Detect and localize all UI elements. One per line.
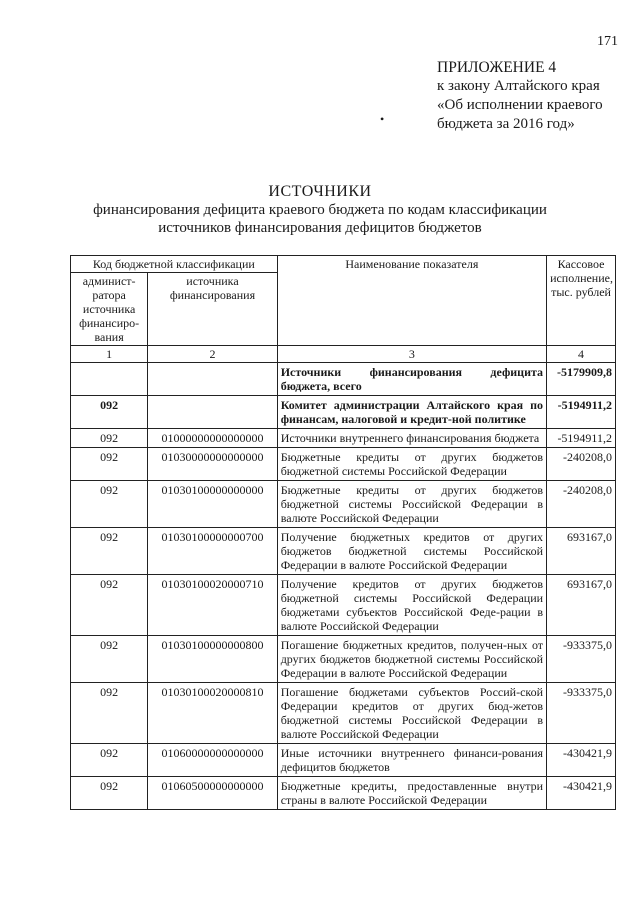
table-header-row (71, 256, 616, 273)
indicator-name-cell: Бюджетные кредиты от других бюджетов бюджетной системы Российской Федерации (277, 448, 546, 481)
indicator-name-cell: Получение кредитов от других бюджетов бюджетной системы Российской Федерации бюджетами субъектов Российской Феде-рации в валюте Российской Федерации (277, 575, 546, 636)
source-code-cell: 01030100020000710 (148, 575, 277, 636)
source-code-cell (148, 396, 277, 429)
document-title: ИСТОЧНИКИ (268, 183, 372, 200)
admin-code-cell: 092 (71, 636, 148, 683)
table-row (71, 481, 616, 528)
header-amount: Кассовое исполнение, тыс. рублей (547, 256, 616, 346)
admin-code-cell: 092 (71, 396, 148, 429)
appendix-block (437, 58, 603, 134)
table-row (71, 363, 616, 396)
column-number: 3 (277, 346, 546, 363)
admin-code-cell: 092 (71, 575, 148, 636)
stray-dot: • (380, 112, 385, 126)
document-subtitle: финансирования дефицита краевого бюджета по кодам классификации (93, 202, 547, 218)
admin-code-cell: 092 (71, 448, 148, 481)
source-code-cell: 01060500000000000 (148, 777, 277, 810)
indicator-name-cell: Погашение бюджетами субъектов Россий-ской Федерации кредитов от других бюд-жетов бюджетной системы Российской Федерации в валюте Российской Федерации (277, 683, 546, 744)
admin-code-cell: 092 (71, 528, 148, 575)
source-code-cell: 01060000000000000 (148, 744, 277, 777)
admin-code-cell: 092 (71, 777, 148, 810)
table-row (71, 396, 616, 429)
sources-table (70, 255, 616, 810)
indicator-name-cell: Бюджетные кредиты от других бюджетов бюджетной системы Российской Федерации в валюте Российской Федерации (277, 481, 546, 528)
amount-cell: -5194911,2 (547, 396, 616, 429)
amount-cell: 693167,0 (547, 528, 616, 575)
table-row (71, 636, 616, 683)
source-code-cell: 01030100020000810 (148, 683, 277, 744)
admin-code-cell: 092 (71, 481, 148, 528)
column-number-row (71, 346, 616, 363)
amount-cell: -430421,9 (547, 777, 616, 810)
document-subtitle: источников финансирования дефицитов бюджетов (158, 220, 482, 236)
table-row (71, 683, 616, 744)
column-number: 4 (547, 346, 616, 363)
table-body (71, 363, 616, 810)
amount-cell: -933375,0 (547, 636, 616, 683)
appendix-line: к закону Алтайского края (437, 78, 600, 94)
source-code-cell: 01030100000000000 (148, 481, 277, 528)
indicator-name-cell: Получение бюджетных кредитов от других бюджетов бюджетной системы Российской Федерации в валюте Российской Федерации (277, 528, 546, 575)
amount-cell: -933375,0 (547, 683, 616, 744)
amount-cell: -5194911,2 (547, 429, 616, 448)
source-code-cell: 01030100000000800 (148, 636, 277, 683)
table-row (71, 575, 616, 636)
table-row (71, 448, 616, 481)
header-source: источника финансирования (148, 273, 277, 346)
indicator-name-cell: Бюджетные кредиты, предоставленные внутри страны в валюте Российской Федерации (277, 777, 546, 810)
column-number: 1 (71, 346, 148, 363)
amount-cell: -5179909,8 (547, 363, 616, 396)
admin-code-cell: 092 (71, 429, 148, 448)
column-number: 2 (148, 346, 277, 363)
appendix-line: «Об исполнении краевого (437, 97, 603, 113)
header-code-group: Код бюджетной классификации (71, 256, 278, 273)
amount-cell: -240208,0 (547, 448, 616, 481)
appendix-line: бюджета за 2016 год» (437, 116, 575, 132)
source-code-cell (148, 363, 277, 396)
admin-code-cell: 092 (71, 744, 148, 777)
header-admin: админист-ратора источника финансиро-вания (71, 273, 148, 346)
header-name: Наименование показателя (277, 256, 546, 346)
indicator-name-cell: Источники финансирования дефицита бюджета, всего (277, 363, 546, 396)
admin-code-cell (71, 363, 148, 396)
indicator-name-cell: Иные источники внутреннего финанси-рования дефицитов бюджетов (277, 744, 546, 777)
source-code-cell: 01030000000000000 (148, 448, 277, 481)
admin-code-cell: 092 (71, 683, 148, 744)
document-heading (0, 183, 640, 237)
table-row (71, 429, 616, 448)
source-code-cell: 01030100000000700 (148, 528, 277, 575)
amount-cell: -240208,0 (547, 481, 616, 528)
indicator-name-cell: Комитет администрации Алтайского края по финансам, налоговой и кредит-ной политике (277, 396, 546, 429)
amount-cell: 693167,0 (547, 575, 616, 636)
page-number: 171 (597, 34, 618, 49)
indicator-name-cell: Источники внутреннего финансирования бюджета (277, 429, 546, 448)
source-code-cell: 01000000000000000 (148, 429, 277, 448)
table-row (71, 528, 616, 575)
appendix-title: ПРИЛОЖЕНИЕ 4 (437, 59, 557, 76)
indicator-name-cell: Погашение бюджетных кредитов, получен-ных от других бюджетов бюджетной системы Российской Федерации в валюте Российской Федерации (277, 636, 546, 683)
table-row (71, 777, 616, 810)
amount-cell: -430421,9 (547, 744, 616, 777)
table-row (71, 744, 616, 777)
